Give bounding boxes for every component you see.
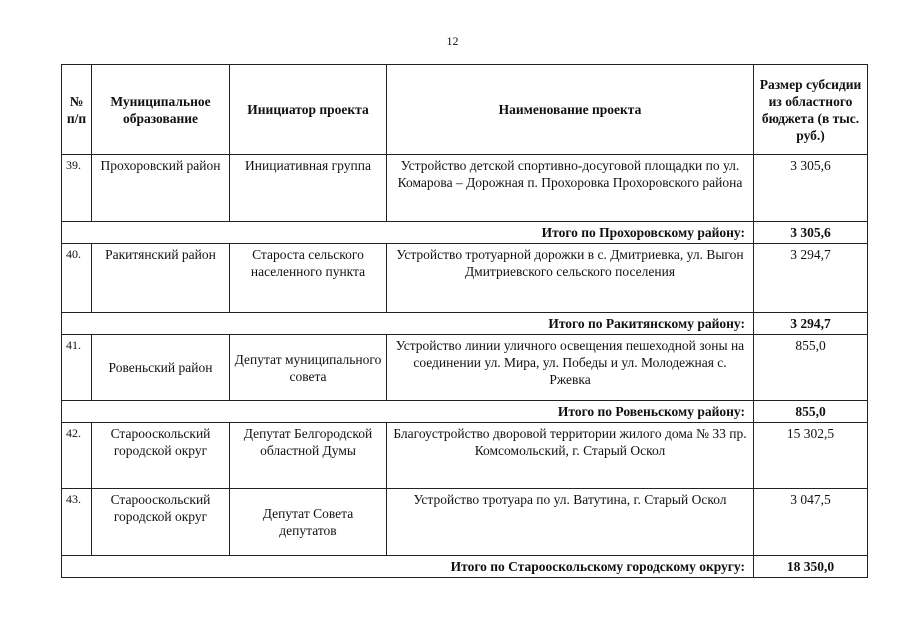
row-num: 39. xyxy=(62,155,92,222)
subtotal-row xyxy=(62,401,868,423)
table-row xyxy=(62,489,868,556)
row-project: Благоустройство дворовой территории жилого дома № 33 пр. Комсомольский, г. Старый Оскол xyxy=(387,423,754,489)
row-num: 40. xyxy=(62,244,92,313)
row-municipality: Ракитянский район xyxy=(92,244,230,313)
row-amount: 15 302,5 xyxy=(754,423,868,489)
table-header-row xyxy=(62,65,868,155)
row-num: 42. xyxy=(62,423,92,489)
row-project: Устройство линии уличного освещения пешеходной зоны на соединении ул. Мира, ул. Победы и ул. Молодежная с. Ржевка xyxy=(387,335,754,401)
row-municipality: Ровеньский район xyxy=(92,335,230,401)
row-initiator: Депутат муниципального совета xyxy=(230,335,387,401)
row-amount: 3 294,7 xyxy=(754,244,868,313)
subtotal-amount: 3 294,7 xyxy=(754,313,868,335)
row-project: Устройство тротуара по ул. Ватутина, г. Старый Оскол xyxy=(387,489,754,556)
row-municipality: Старооскольский городской округ xyxy=(92,489,230,556)
header-municipality: Муниципальное образование xyxy=(92,65,230,155)
header-amount: Размер субсидии из областного бюджета (в тыс. руб.) xyxy=(754,65,868,155)
header-num: № п/п xyxy=(62,65,92,155)
subtotal-label: Итого по Старооскольскому городскому округу: xyxy=(62,556,754,578)
row-project: Устройство тротуарной дорожки в с. Дмитриевка, ул. Выгон Дмитриевского сельского поселения xyxy=(387,244,754,313)
subtotal-amount: 855,0 xyxy=(754,401,868,423)
subtotal-label: Итого по Прохоровскому району: xyxy=(62,222,754,244)
row-initiator: Инициативная группа xyxy=(230,155,387,222)
subtotal-label: Итого по Ровеньскому району: xyxy=(62,401,754,423)
row-initiator: Староста сельского населенного пункта xyxy=(230,244,387,313)
subsidies-table xyxy=(61,64,868,578)
subtotal-row xyxy=(62,222,868,244)
row-initiator: Депутат Совета депутатов xyxy=(230,489,387,556)
row-amount: 855,0 xyxy=(754,335,868,401)
subtotal-label: Итого по Ракитянскому району: xyxy=(62,313,754,335)
header-project: Наименование проекта xyxy=(387,65,754,155)
subtotal-row xyxy=(62,556,868,578)
row-municipality: Старооскольский городской округ xyxy=(92,423,230,489)
row-municipality: Прохоровский район xyxy=(92,155,230,222)
subtotal-amount: 18 350,0 xyxy=(754,556,868,578)
header-initiator: Инициатор проекта xyxy=(230,65,387,155)
row-num: 43. xyxy=(62,489,92,556)
table-row xyxy=(62,155,868,222)
row-amount: 3 305,6 xyxy=(754,155,868,222)
subtotal-amount: 3 305,6 xyxy=(754,222,868,244)
table-row xyxy=(62,335,868,401)
row-num: 41. xyxy=(62,335,92,401)
subtotal-row xyxy=(62,313,868,335)
table-row xyxy=(62,423,868,489)
table-row xyxy=(62,244,868,313)
row-initiator: Депутат Белгородской областной Думы xyxy=(230,423,387,489)
page-number: 12 xyxy=(446,34,459,48)
row-project: Устройство детской спортивно-досуговой площадки по ул. Комарова – Дорожная п. Прохоровка Прохоровского района xyxy=(387,155,754,222)
row-amount: 3 047,5 xyxy=(754,489,868,556)
